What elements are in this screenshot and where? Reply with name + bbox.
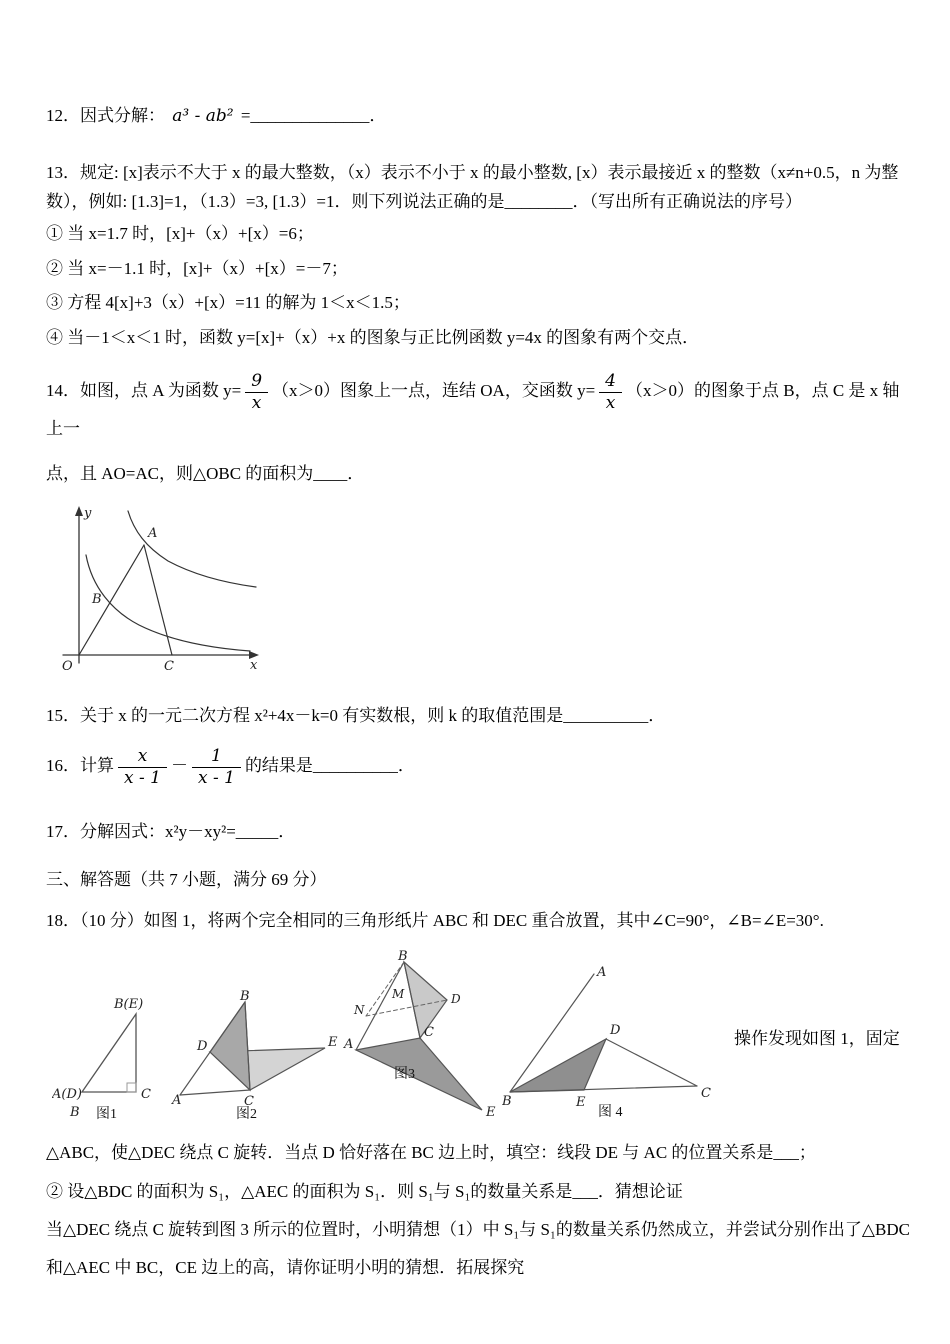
q18-side-note: 操作发现如图 1，固定 [734,1028,900,1048]
q18-figure-1 [52,994,170,1122]
fig3-label-m: M [392,987,405,1002]
fig2-label-a: A [172,1093,182,1109]
q13-option-4: ④ 当－1＜x＜1 时，函数 y=[x]+（x）+x 的图象与正比例函数 y=4x 的图象有两个交点． [46,328,700,348]
q16-minus-sign: － [170,756,188,776]
question-17: 17．分解因式：x²y－xy²=_____． [46,821,296,841]
fig3-label-e: E [486,1105,496,1121]
q14-figure-container [54,503,910,684]
fig4-label-c: C [701,1086,711,1102]
fig2-label-c: C [244,1094,254,1110]
q13-statement: 13．规定: [x]表示不大于 x 的最大整数，（x）表示不小于 x 的最小整数, [x）表示最接近 x 的整数（x≠n+0.5，n 为整数），例如: [1.3]=1，（1.3）=3, [1.3）=1．则下列说法正确的是________．（写出所有正确说法的序号） [46,162,899,211]
question-14 [46,372,910,446]
q14-fig-label-o: O [62,659,73,675]
q18-figures-row [52,950,910,1122]
fraction-x-over-x-1: $\frac{x}{x - 1}$ [118,747,167,787]
question-18-intro: 18．（10 分）如图 1，将两个完全相同的三角形纸片 ABC 和 DEC 重合放置，其中∠C=90°，∠B=∠E=30°. [46,911,824,931]
q14-text-2: （x＞0）图象上一点，连结 OA，交函数 y= [272,381,596,401]
question-13 [46,159,910,356]
fig4-label-d: D [610,1023,621,1039]
fig2-label-e: E [328,1035,338,1051]
fraction-9-over-x: $\frac{9}{x}$ [245,372,268,412]
fig4-label-a: A [597,965,607,981]
question-12 [46,102,910,131]
fig1-caption: 图1 [96,1107,117,1123]
fig3-label-b: B [398,950,408,965]
fig1-label-c: C [141,1087,151,1103]
q14-fig-label-c: C [164,659,174,675]
fraction-1-over-x-1: $\frac{1}{x - 1}$ [192,747,241,787]
fig1-label-be: B(E) [114,997,144,1013]
fig1-label-ad: A(D) [52,1087,82,1103]
fig3-label-c: C [424,1025,434,1041]
fig3-label-a: A [344,1037,354,1053]
q16-text-2: 的结果是__________． [244,756,415,776]
fig1-label-b: B [70,1105,80,1121]
question-15: 15．关于 x 的一元二次方程 x²+4x－k=0 有实数根，则 k 的取值范围是__________． [46,706,666,726]
fig3-caption: 图3 [394,1067,415,1083]
q14-text-3: （x＞0）的图象于点 B，点 C 是 x 轴上一 [46,381,900,439]
q13-option-2: ② 当 x=－1.1 时，[x]+（x）+[x）=－7； [46,258,348,278]
question-16 [46,747,910,787]
q18-paragraph-4: 和△AEC 中 BC，CE 边上的高，请你证明小明的猜想．拓展探究 [46,1258,525,1277]
section-3-header: 三、解答题（共 7 小题，满分 69 分） [46,870,327,890]
q14-fig-label-a: A [148,526,158,542]
q18-paragraph-1: △ABC，使△DEC 绕点 C 旋转．当点 D 恰好落在 BC 边上时，填空：线段 DE 与 AC 的位置关系是___； [46,1143,816,1163]
fig3-label-n: N [354,1003,365,1018]
fig4-label-b: B [502,1094,512,1110]
q18-paragraph-2: ② 设△BDC 的面积为 S₁，△AEC 的面积为 S₁．则 S₁与 S₁的数量关系是___．猜想论证 [46,1181,683,1201]
q18-figure-4 [502,964,720,1122]
fig4-caption: 图 4 [598,1105,623,1121]
q12-expression: a³ - ab² [172,106,234,126]
q18-paragraph-3: 当△DEC 绕点 C 旋转到图 3 所示的位置时，小明猜想（1）中 S₁与 S₁的数量关系仍然成立，并尝试分别作出了△BDC [46,1219,910,1239]
q12-text: 12．因式分解： [46,106,165,125]
q14-fig-label-x: x [250,658,258,674]
q13-option-1: ① 当 x=1.7 时，[x]+（x）+[x）=6； [46,223,314,243]
q14-graph-figure [54,503,266,679]
q12-blank: =______________． [240,106,387,125]
fraction-4-over-x: $\frac{4}{x}$ [599,372,622,412]
q14-fig-label-b: B [92,592,102,608]
q14-text-1: 14．如图，点 A 为函数 y= [46,381,242,401]
q14-text-4: 点，且 AO=AC，则△OBC 的面积为____． [46,464,365,484]
q18-continued [46,1134,910,1287]
fig2-label-b: B [240,990,250,1005]
q16-text-1: 16．计算 [46,756,114,776]
fig2-label-d: D [197,1039,208,1055]
q14-fig-label-y: y [84,506,92,522]
q13-option-3: ③ 方程 4[x]+3（x）+[x）=11 的解为 1＜x＜1.5； [46,293,410,313]
fig2-caption: 图2 [236,1107,257,1123]
q18-figure-2 [170,990,342,1122]
fig3-label-d: D [451,992,461,1007]
fig4-label-e: E [576,1095,586,1111]
q18-figure-3 [342,950,502,1122]
